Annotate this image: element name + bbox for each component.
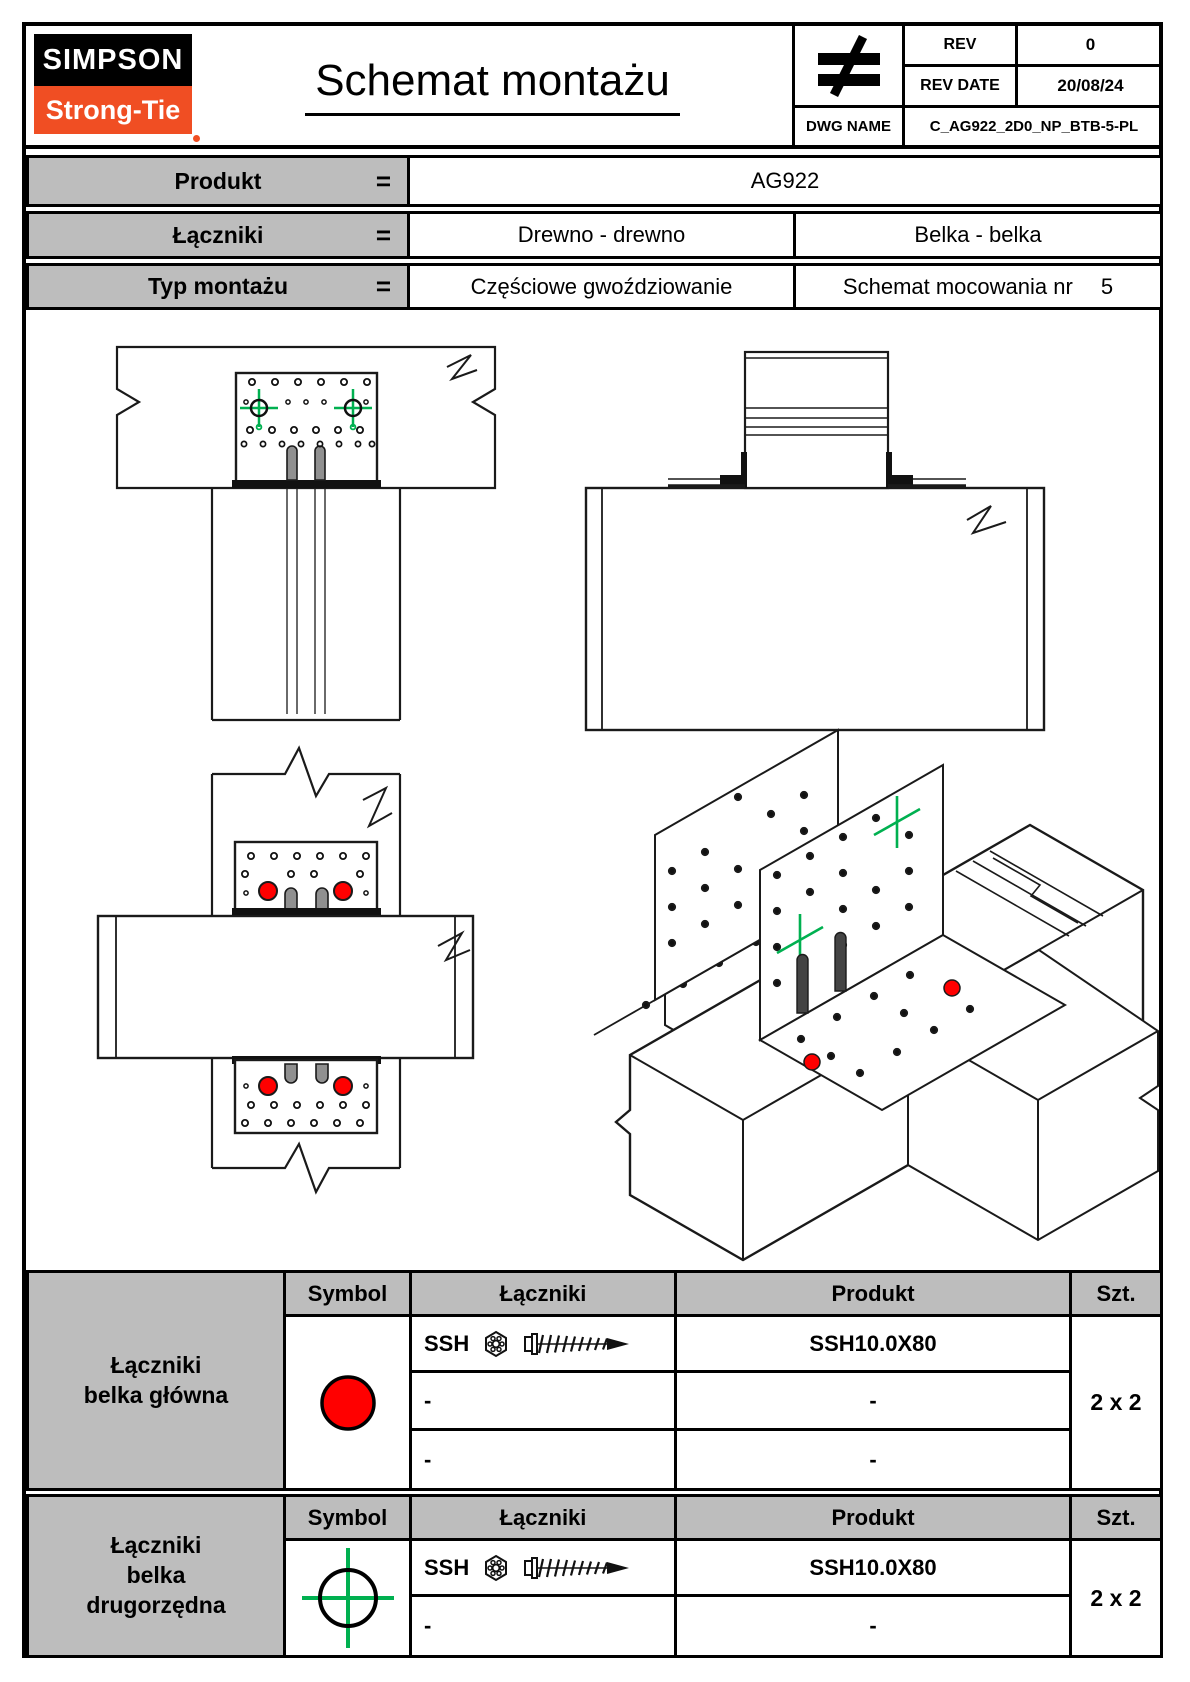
registered-trademark-dot (193, 135, 200, 142)
main-beam-screw-marker-iso (944, 980, 960, 996)
main-beam-screw-marker-iso (804, 1054, 820, 1070)
main-beam-screw-marker (259, 882, 277, 900)
produkt-label: Produkt (174, 167, 262, 194)
page-title: Schemat montażu (305, 56, 680, 116)
typ-montazu-value-right (796, 266, 1160, 307)
info-row-produkt (26, 155, 1163, 207)
qty-cell-secondary-beam: 2 x 2 (1090, 1584, 1142, 1611)
schemat-mocowania-number: 5 (1100, 273, 1114, 299)
view-front-nail-plate (117, 347, 495, 720)
washer-head-icon (483, 1330, 509, 1358)
col-header-symbol: Symbol (286, 1497, 412, 1541)
main-beam-screw-marker (334, 882, 352, 900)
symbol-cell-secondary-beam (286, 1541, 412, 1655)
typ-montazu-label: Typ montażu (147, 273, 289, 299)
fastener-cell: SSH (412, 1541, 677, 1597)
equals-sign: = (375, 219, 391, 250)
info-row-laczniki (26, 211, 1163, 259)
logo-strongtie-text: Strong-Tie (34, 86, 192, 134)
laczniki-label: Łączniki (172, 221, 264, 248)
fastener-cell: - (412, 1431, 677, 1488)
col-header-qty: Szt. (1072, 1497, 1160, 1541)
secondary-beam-row-label: Łączniki belka drugorzędna (29, 1497, 286, 1655)
col-header-product: Produkt (677, 1273, 1072, 1317)
logo-simpson-text: SIMPSON (34, 34, 192, 86)
laczniki-value-left: Drewno - drewno (410, 214, 796, 256)
col-header-symbol: Symbol (286, 1273, 412, 1317)
col-header-qty: Szt. (1072, 1273, 1160, 1317)
title-area (200, 56, 785, 116)
fastener-cell: SSH (412, 1317, 677, 1373)
product-cell: - (677, 1597, 1072, 1655)
view-isometric-joint (594, 730, 1158, 1260)
red-circle-symbol (314, 1369, 382, 1437)
typ-montazu-value-left: Częściowe gwoździowanie (410, 266, 796, 307)
product-cell: SSH10.0X80 (677, 1317, 1072, 1373)
qty-cell-main-beam: 2 x 2 (1090, 1389, 1142, 1415)
main-beam-screw-marker (259, 1077, 277, 1095)
assembly-drawings (26, 312, 1163, 1268)
dwg-name-label: DWG NAME (795, 108, 905, 145)
simpson-strongtie-logo (34, 34, 194, 134)
dwg-name-value: C_AG922_2D0_NP_BTB-5-PL (929, 118, 1139, 135)
rev-date-label: REV DATE (905, 67, 1018, 108)
revision-block (792, 26, 1163, 145)
washer-head-icon (483, 1554, 509, 1582)
rev-label: REV (905, 26, 1018, 67)
header-divider (26, 145, 1163, 149)
product-cell: - (677, 1431, 1072, 1488)
produkt-value: AG922 (750, 168, 820, 193)
col-header-product: Produkt (677, 1497, 1072, 1541)
rev-value: 0 (1018, 26, 1163, 67)
info-row-typ-montazu (26, 263, 1163, 310)
typ-montazu-label-cell (29, 266, 410, 307)
col-header-fasteners: Łączniki (412, 1497, 677, 1541)
fastener-cell: - (412, 1597, 677, 1655)
produkt-label-cell (29, 158, 410, 204)
view-elevation-crossing (98, 748, 473, 1192)
schemat-mocowania-text: Schemat mocowania nr (842, 273, 1073, 299)
fastener-cell: - (412, 1373, 677, 1431)
product-cell: SSH10.0X80 (677, 1541, 1072, 1597)
screw-icon (523, 1553, 633, 1583)
col-header-fasteners: Łączniki (412, 1273, 677, 1317)
main-beam-row-label: Łączniki belka główna (29, 1273, 286, 1488)
equals-sign: = (375, 271, 391, 301)
main-beam-screw-marker (334, 1077, 352, 1095)
laczniki-label-cell (29, 214, 410, 256)
laczniki-value-right: Belka - belka (914, 222, 1042, 247)
product-cell: - (677, 1373, 1072, 1431)
green-crosshair-symbol (296, 1542, 400, 1654)
view-side-beam-joint (586, 352, 1044, 730)
equals-sign: = (375, 165, 391, 196)
screw-icon (523, 1329, 633, 1359)
fastener-table-main-beam (26, 1270, 1163, 1491)
symbol-cell-main-beam (286, 1317, 412, 1488)
fastener-table-secondary-beam (26, 1494, 1163, 1658)
rev-date-value: 20/08/24 (1018, 67, 1163, 108)
not-equal-icon (795, 26, 905, 108)
